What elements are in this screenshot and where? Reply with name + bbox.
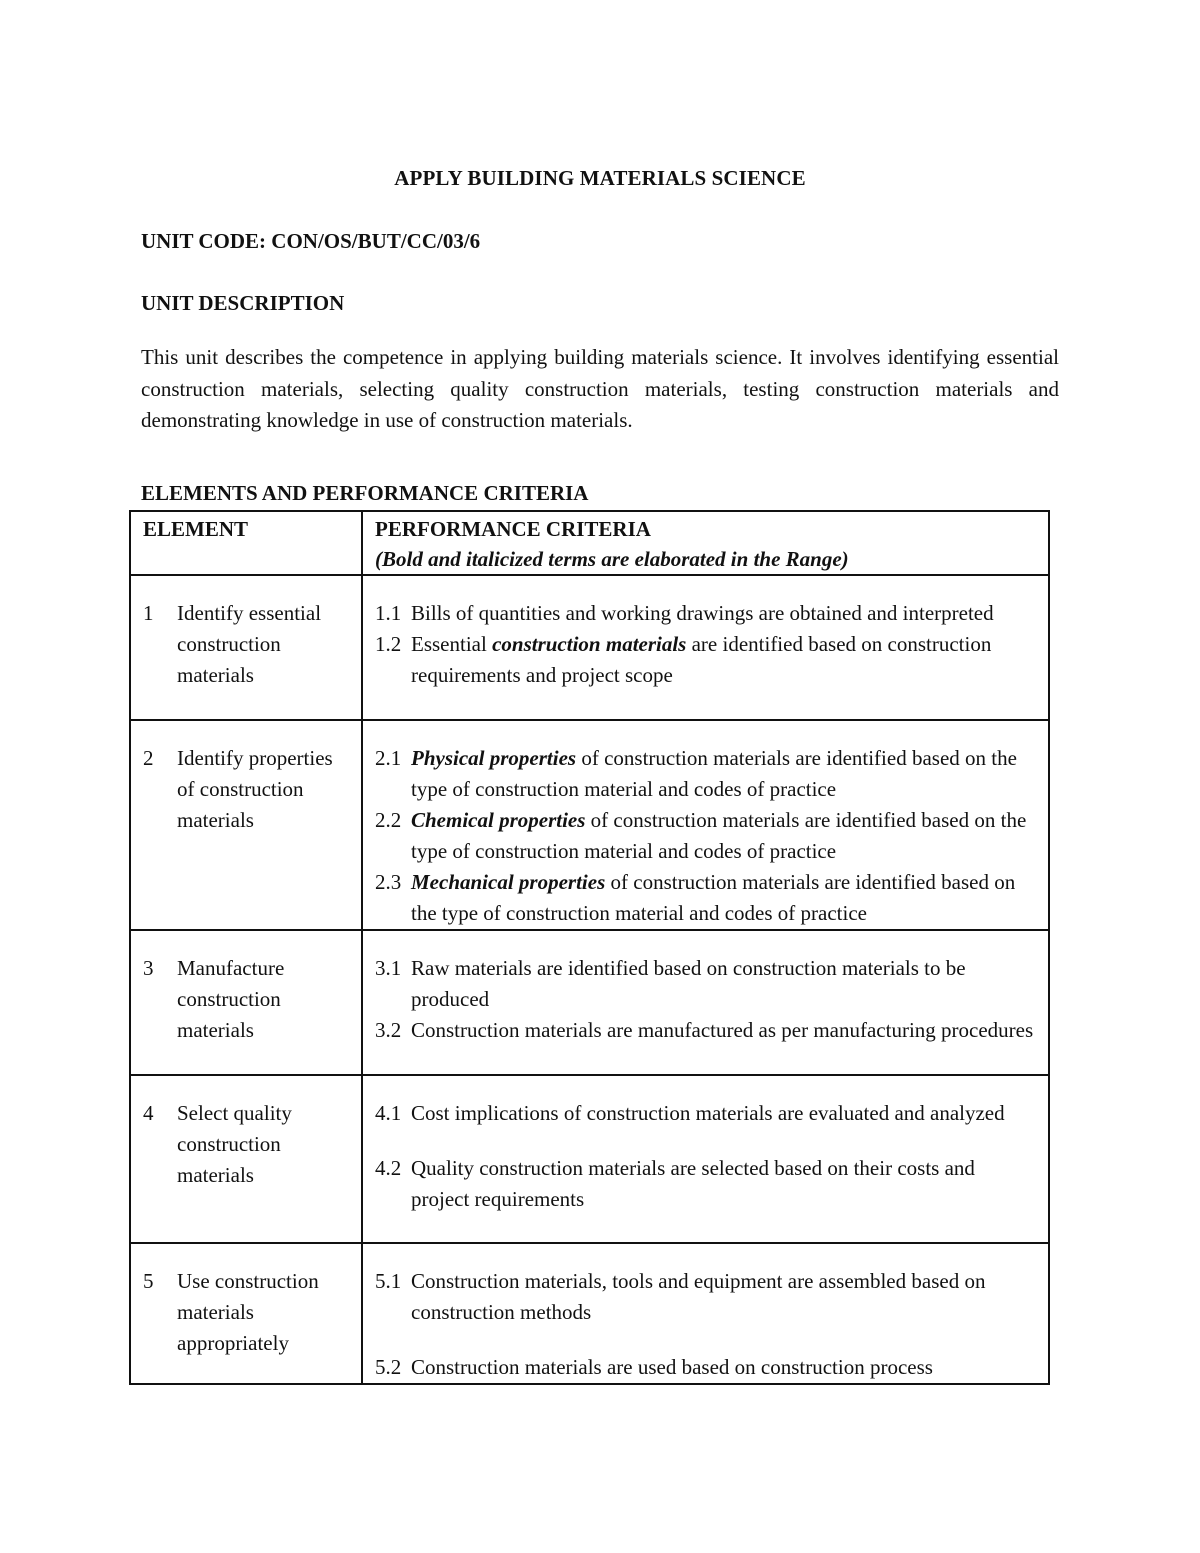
criterion: [375, 743, 1038, 805]
element-cell: [130, 575, 362, 720]
unit-description-heading: UNIT DESCRIPTION: [141, 291, 345, 315]
criteria-cell: [362, 1243, 1049, 1384]
element-title: Use construction materials appropriately: [177, 1269, 319, 1355]
criterion-number: 2.3: [375, 870, 402, 894]
element-title: Manufacture construction materials: [177, 956, 285, 1042]
criterion-text: Construction materials are manufactured as per manufacturing procedures: [411, 1018, 1034, 1042]
criterion-text: Bills of quantities and working drawings are obtained and interpreted: [411, 601, 994, 625]
criterion-number: 2.1: [375, 746, 402, 770]
criterion-number: 5.2: [375, 1355, 402, 1379]
element-cell: [130, 930, 362, 1075]
element-cell: [130, 1243, 362, 1384]
criterion-number: 2.2: [375, 808, 402, 832]
element-number: 5: [143, 1269, 154, 1293]
criterion: [375, 598, 1038, 629]
element-cell: [130, 720, 362, 930]
criterion: [375, 805, 1038, 867]
criterion: [375, 629, 1038, 691]
document-title: APPLY BUILDING MATERIALS SCIENCE: [394, 166, 806, 190]
unit-code: UNIT CODE: CON/OS/BUT/CC/03/6: [141, 229, 481, 253]
criterion: [375, 867, 1038, 929]
element-number: 2: [143, 746, 154, 770]
criterion-number: 5.1: [375, 1269, 402, 1293]
criterion-text: Construction materials, tools and equipment are assembled based on construction methods: [411, 1269, 986, 1324]
range-term: construction materials: [492, 632, 687, 656]
criterion-text: of construction materials are identified based on the type of construction material and codes of practice: [411, 870, 1016, 925]
unit-description: This unit describes the competence in applying building materials science. It involves identifying essential construction materials, selecting quality construction materials, testing construction materials and demonstrating knowledge in use of construction materials.: [141, 345, 1059, 432]
criterion-text: Construction materials are used based on construction process: [411, 1355, 933, 1379]
range-term: Physical properties: [411, 746, 577, 770]
criterion-number: 1.1: [375, 601, 402, 625]
criterion-text: Raw materials are identified based on construction materials to be produced: [411, 956, 966, 1011]
criterion: [375, 953, 1038, 1015]
table-row: [130, 1075, 1049, 1243]
criterion: [375, 1352, 1038, 1383]
criterion-text: Quality construction materials are selected based on their costs and project requirements: [411, 1156, 975, 1211]
element-cell: [130, 1075, 362, 1243]
criteria-column-header: [362, 511, 1049, 575]
elements-table: [129, 510, 1050, 1385]
element-header-label: ELEMENT: [143, 517, 249, 541]
table-header-row: [130, 511, 1049, 575]
table-row: [130, 720, 1049, 930]
criterion-text: of construction materials are identified based on the type of construction material and codes of practice: [411, 808, 1027, 863]
element-number: 3: [143, 956, 154, 980]
criterion: [375, 1266, 1038, 1328]
criterion-number: 3.2: [375, 1018, 402, 1042]
elements-heading: ELEMENTS AND PERFORMANCE CRITERIA: [141, 481, 589, 505]
element-title: Identify properties of construction materials: [177, 746, 333, 832]
criterion: [375, 1098, 1038, 1129]
element-title: Identify essential construction materials: [177, 601, 322, 687]
criterion-text: Essential: [411, 632, 493, 656]
criterion-text: Cost implications of construction materials are evaluated and analyzed: [411, 1101, 1005, 1125]
range-term: Chemical properties: [411, 808, 586, 832]
criteria-cell: [362, 930, 1049, 1075]
criteria-cell: [362, 575, 1049, 720]
criterion-text: of construction materials are identified based on the type of construction material and codes of practice: [411, 746, 1017, 801]
criteria-cell: [362, 720, 1049, 930]
element-title: Select quality construction materials: [177, 1101, 292, 1187]
criteria-cell: [362, 1075, 1049, 1243]
criterion-number: 3.1: [375, 956, 402, 980]
element-column-header: [130, 511, 362, 575]
criteria-header-note: (Bold and italicized terms are elaborated in the Range): [375, 547, 849, 571]
element-number: 4: [143, 1101, 154, 1125]
criterion: [375, 1015, 1038, 1046]
criterion-number: 4.1: [375, 1101, 402, 1125]
criterion-number: 1.2: [375, 632, 402, 656]
range-term: Mechanical properties: [411, 870, 606, 894]
criterion-text: are identified based on construction requirements and project scope: [411, 632, 992, 687]
criterion-number: 4.2: [375, 1156, 402, 1180]
criterion: [375, 1153, 1038, 1215]
table-row: [130, 930, 1049, 1075]
element-number: 1: [143, 601, 154, 625]
table-row: [130, 1243, 1049, 1384]
criteria-header-label: PERFORMANCE CRITERIA: [375, 517, 651, 541]
table-row: [130, 575, 1049, 720]
